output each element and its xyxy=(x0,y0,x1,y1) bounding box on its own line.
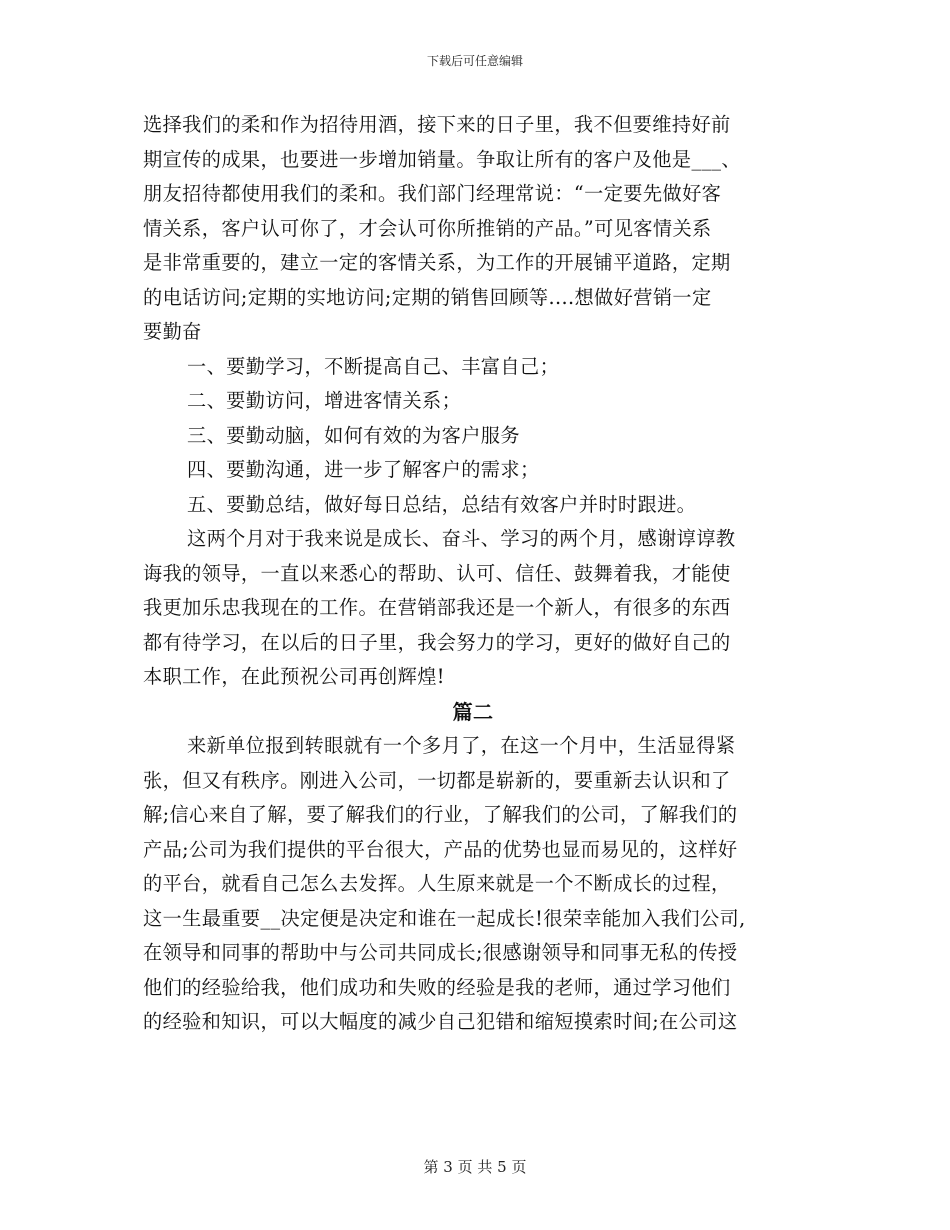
text-line: 张，但又有秩序。刚进入公司，一切都是崭新的，要重新去认识和了 xyxy=(143,768,731,792)
text-line: 这一生最重要__决定便是决定和谁在一起成长!很荣幸能加入我们公司, xyxy=(143,906,746,930)
text-line: 本职工作，在此预祝公司再创辉煌! xyxy=(143,665,445,688)
text-line: 在领导和同事的帮助中与公司共同成长;很感谢领导和同事无私的传授 xyxy=(143,941,738,964)
text-line: 都有待学习，在以后的日子里，我会努力的学习，更好的做好自己的 xyxy=(143,630,731,654)
list-item: 一、要勤学习，不断提高自己、丰富自己； xyxy=(187,354,560,378)
text-line: 情关系，客户认可你了，才会认可你所推销的产品。”可见客情关系 xyxy=(143,216,712,240)
list-item: 五、要勤总结，做好每日总结，总结有效客户并时时跟进。 xyxy=(187,492,697,516)
text-line: 期宣传的成果，也要进一步增加销量。争取让所有的客户及他是___、 xyxy=(143,147,742,171)
text-line: 是非常重要的，建立一定的客情关系，为工作的开展铺平道路，定期 xyxy=(143,251,731,274)
text-line: 解;信心来自了解，要了解我们的行业，了解我们的公司，了解我们的 xyxy=(143,803,738,826)
section-heading: 篇二 xyxy=(452,699,494,724)
document-body xyxy=(143,108,803,1040)
text-line: 的电话访问;定期的实地访问;定期的销售回顾等....想做好营销一定 xyxy=(143,285,712,309)
text-line: 来新单位报到转眼就有一个多月了，在这一个月中，生活显得紧 xyxy=(187,734,736,757)
text-line: 选择我们的柔和作为招待用酒，接下来的日子里，我不但要维持好前 xyxy=(143,113,731,136)
list-item: 四、要勤沟通，进一步了解客户的需求； xyxy=(187,458,540,481)
page-footer: 第 3 页 共 5 页 xyxy=(423,1158,527,1176)
text-line: 产品;公司为我们提供的平台很大，产品的优势也显而易见的，这样好 xyxy=(143,837,738,861)
text-line: 朋友招待都使用我们的柔和。我们部门经理常说：“一定要先做好客 xyxy=(143,182,722,205)
text-line: 要勤奋 xyxy=(143,320,202,343)
text-line: 这两个月对于我来说是成长、奋斗、学习的两个月，感谢谆谆教 xyxy=(187,527,736,550)
list-item: 三、要勤动脑，如何有效的为客户服务 xyxy=(187,423,520,447)
text-line: 他们的经验给我，他们成功和失败的经验是我的老师，通过学习他们 xyxy=(143,975,731,999)
text-line: 的经验和知识，可以大幅度的减少自己犯错和缩短摸索时间;在公司这 xyxy=(143,1010,738,1033)
list-item: 二、要勤访问，增进客情关系； xyxy=(187,389,462,412)
text-line: 我更加乐忠我现在的工作。在营销部我还是一个新人，有很多的东西 xyxy=(143,596,731,619)
text-line: 的平台，就看自己怎么去发挥。人生原来就是一个不断成长的过程， xyxy=(143,872,731,895)
text-line: 诲我的领导，一直以来悉心的帮助、认可、信任、鼓舞着我，才能使 xyxy=(143,561,731,585)
page-header: 下载后可任意编辑 xyxy=(426,54,523,68)
